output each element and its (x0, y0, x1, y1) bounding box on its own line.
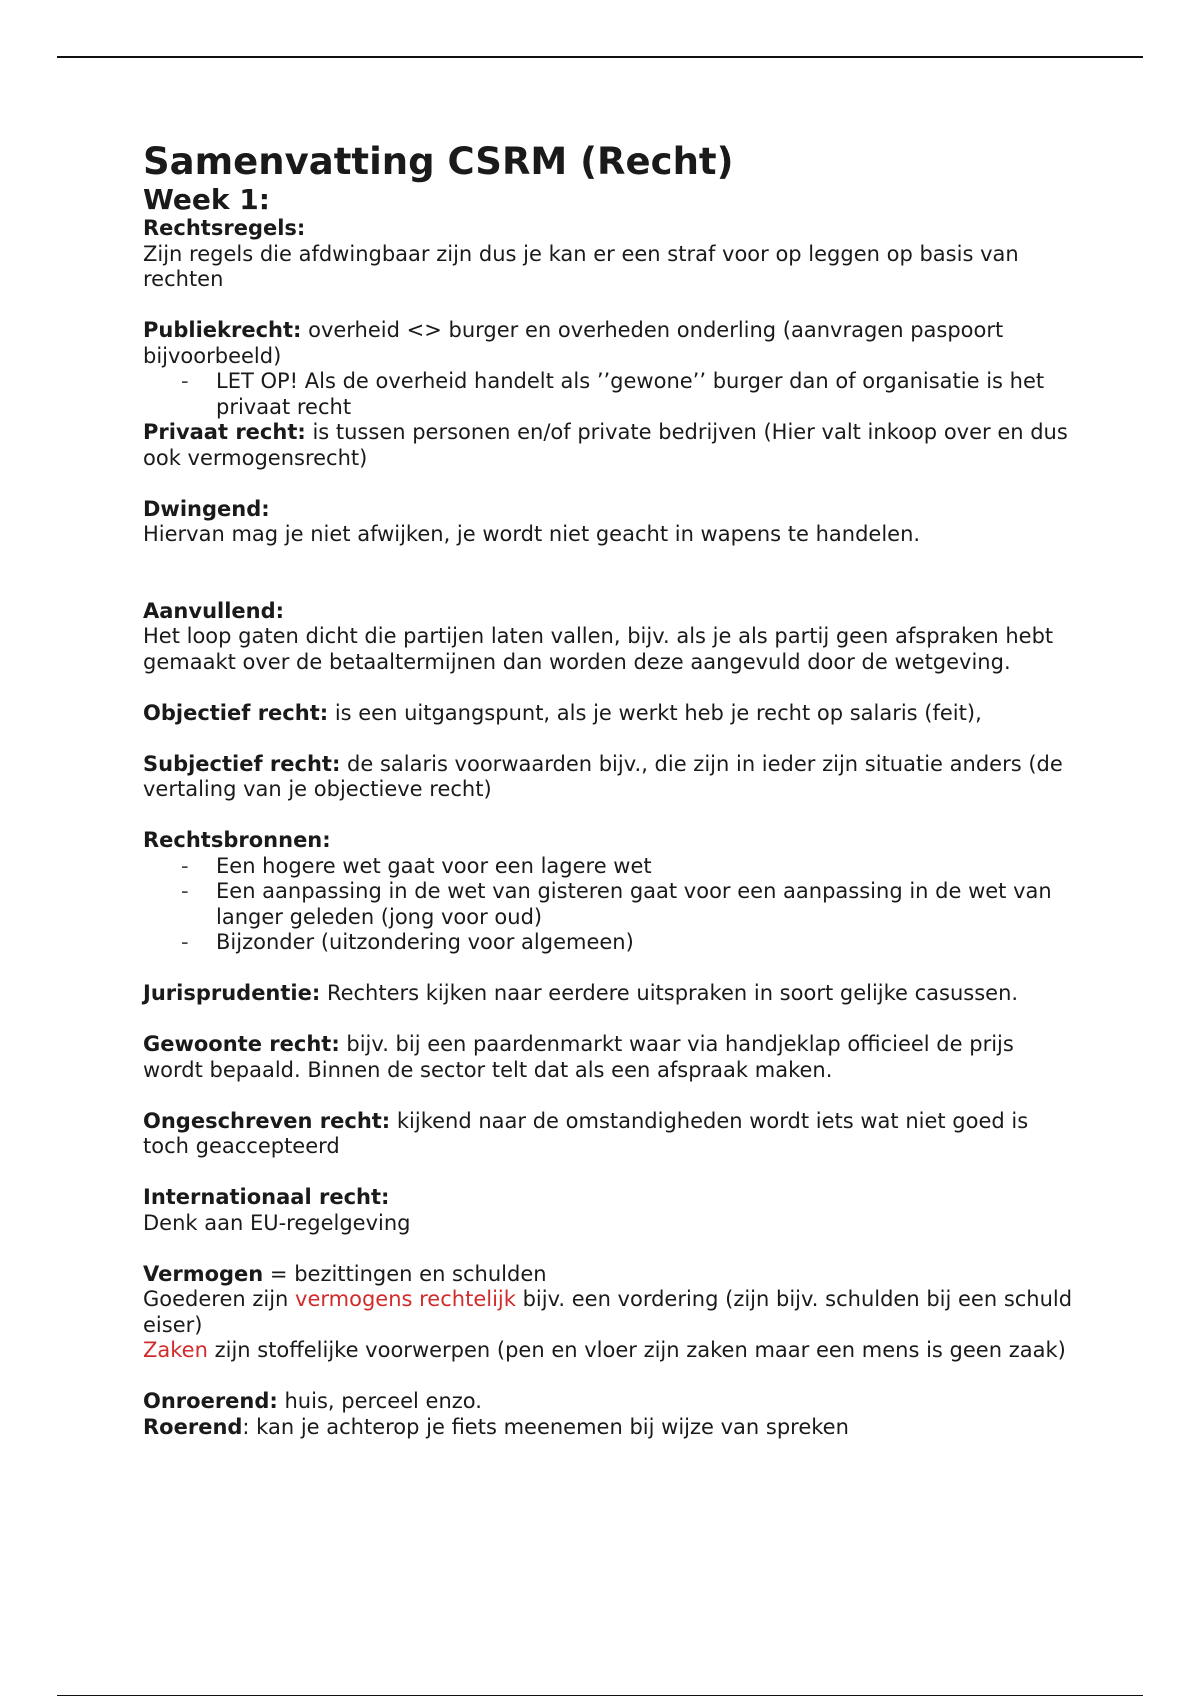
objectief-paragraph (143, 701, 1073, 727)
zaken-post: zijn stoffelijke voorwerpen (pen en vloer zijn zaken maar een mens is geen zaak) (207, 1338, 1066, 1362)
roerend-paragraph (143, 1415, 1073, 1441)
week-heading: Week 1: (143, 183, 270, 216)
roerend-term: Roerend (143, 1414, 243, 1439)
roerend-text: : kan je achterop je fiets meenemen bij wijze van spreken (242, 1414, 849, 1439)
goederen-highlight: vermogens rechtelijk (295, 1287, 516, 1311)
subjectief-paragraph (143, 752, 1073, 803)
gewoonte-text: bijv. bij een paardenmarkt waar via handjeklap officieel de prijs wordt bepaald. Binnen de sector telt dat als een afspraak maken. (143, 1032, 1014, 1082)
privaat-text: is tussen personen en/of private bedrijven (Hier valt inkoop over en dus ook vermogensrecht) (143, 420, 1068, 470)
list-item: - Een aanpassing in de wet van gisteren gaat voor een aanpassing in de wet van langer geleden (jong voor oud) (143, 879, 1073, 930)
internationaal-heading: Internationaal recht: (143, 1185, 390, 1209)
objectief-term: Objectief recht: (143, 700, 329, 725)
internationaal-text: Denk aan EU-regelgeving (143, 1210, 411, 1235)
zaken-paragraph (143, 1338, 1073, 1364)
goederen-paragraph (143, 1287, 1073, 1338)
page-title: Samenvatting CSRM (Recht) (143, 140, 734, 183)
list-item: - Een hogere wet gaat voor een lagere wet (143, 854, 1073, 880)
gewoonte-paragraph (143, 1032, 1073, 1083)
onroerend-term: Onroerend: (143, 1389, 278, 1413)
gewoonte-term: Gewoonte recht: (143, 1032, 340, 1056)
privaat-term: Privaat recht: (143, 420, 306, 444)
jurisprudentie-paragraph (143, 981, 1073, 1007)
rechtsregels-heading: Rechtsregels: (143, 216, 306, 240)
onroerend-paragraph (143, 1389, 1073, 1415)
rechtsbronnen-heading: Rechtsbronnen: (143, 828, 331, 852)
bottom-rule (57, 1695, 1143, 1696)
publiekrecht-bullets (143, 369, 1073, 420)
ongeschreven-text: kijkend naar de omstandigheden wordt iets wat niet goed is toch geaccepteerd (143, 1108, 1029, 1158)
objectief-text: is een uitgangspunt, als je werkt heb je recht op salaris (feit), (328, 700, 982, 725)
goederen-pre: Goederen zijn (143, 1287, 296, 1311)
dwingend-text: Hiervan mag je niet afwijken, je wordt niet geacht in wapens te handelen. (143, 522, 921, 546)
vermogen-paragraph (143, 1262, 1073, 1288)
subjectief-text: de salaris voorwaarden bijv., die zijn in ieder zijn situatie anders (de vertaling van je objectieve recht) (143, 751, 1063, 801)
publiekrecht-paragraph (143, 318, 1073, 369)
rechtsbronnen-list (143, 854, 1073, 956)
jurisprudentie-term: Jurisprudentie: (143, 981, 321, 1005)
aanvullend-text: Het loop gaten dicht die partijen laten vallen, bijv. als je als partij geen afspraken hebt gemaakt over de betaaltermijnen dan worden deze aangevuld door de wetgeving. (143, 624, 1054, 674)
ongeschreven-paragraph (143, 1109, 1073, 1160)
onroerend-text: huis, perceel enzo. (277, 1389, 482, 1413)
list-item: - Bijzonder (uitzondering voor algemeen) (143, 930, 1073, 956)
publiekrecht-text: overheid <> burger en overheden onderling (aanvragen paspoort bijvoorbeeld) (143, 318, 1004, 368)
dwingend-heading: Dwingend: (143, 496, 270, 521)
vermogen-text: = bezittingen en schulden (263, 1261, 547, 1286)
privaat-paragraph (143, 420, 1073, 471)
jurisprudentie-text: Rechters kijken naar eerdere uitspraken in soort gelijke casussen. (320, 981, 1019, 1005)
vermogen-term: Vermogen (143, 1261, 264, 1286)
aanvullend-heading: Aanvullend: (143, 598, 285, 623)
ongeschreven-term: Ongeschreven recht: (143, 1108, 391, 1133)
publiekrecht-term: Publiekrecht: (143, 318, 302, 342)
top-rule (57, 56, 1143, 58)
list-item: - LET OP! Als de overheid handelt als ’’gewone’’ burger dan of organisatie is het privaat recht (143, 369, 1073, 420)
goederen-post: bijv. een vordering (zijn bijv. schulden bij een schuld eiser) (143, 1287, 1073, 1337)
rechtsregels-text: Zijn regels die afdwingbaar zijn dus je kan er een straf voor op leggen op basis van rechten (143, 241, 1019, 291)
subjectief-term: Subjectief recht: (143, 751, 341, 776)
document-body (143, 140, 1073, 1440)
zaken-highlight: Zaken (143, 1338, 208, 1362)
